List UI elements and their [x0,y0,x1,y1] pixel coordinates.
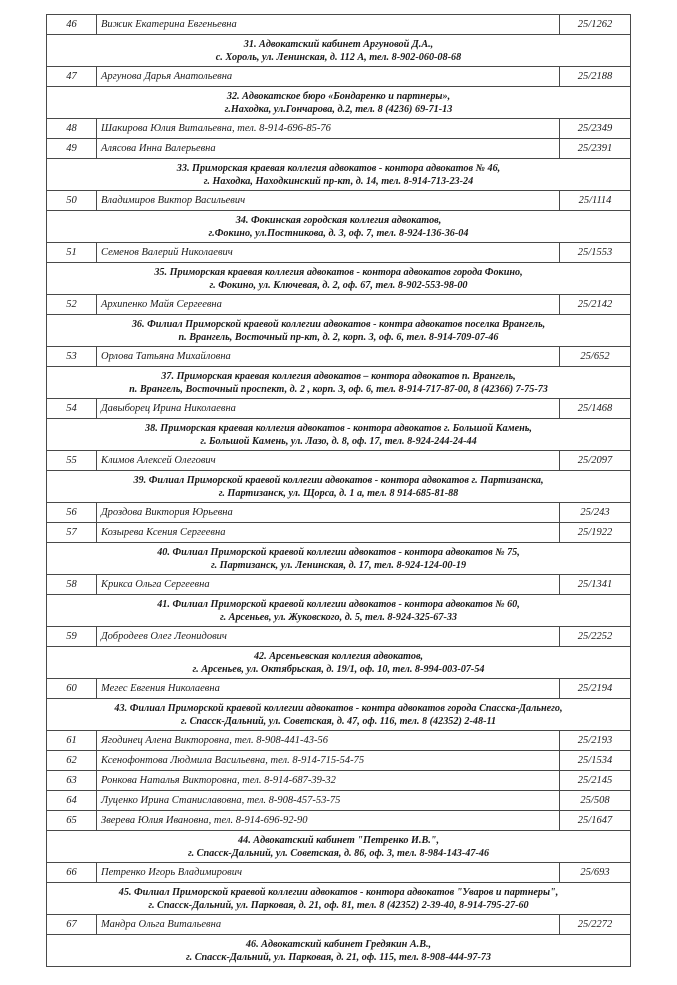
lawyer-row [47,575,631,595]
lawyer-row [47,771,631,791]
organization-title: 33. Приморская краевая коллегия адвокатов - контора адвокатов № 46, [176,162,501,174]
organization-title: 34. Фокинская городская коллегия адвокатов, [235,214,442,226]
organization-cell [47,35,631,67]
row-number: 65 [47,811,97,831]
registry-number: 25/1341 [560,575,631,595]
row-number: 50 [47,191,97,211]
row-number: 52 [47,295,97,315]
organization-address: г.Находка, ул.Гончарова, д.2, тел. 8 (4236) 69-71-13 [224,103,453,115]
registry-number: 25/1262 [560,15,631,35]
organization-title: 46. Адвокатский кабинет Гредякин А.В., [245,938,432,950]
registry-number: 25/2194 [560,679,631,699]
lawyer-name: Луценко Ирина Станиславовна, тел. 8-908-457-53-75 [97,791,560,811]
row-number: 64 [47,791,97,811]
lawyer-name: Крикса Ольга Сергеевна [97,575,560,595]
organization-cell [47,935,631,967]
organization-title: 36. Филиал Приморской краевой коллегии адвокатов - контра адвокатов поселка Врангель, [131,318,546,330]
organization-cell [47,543,631,575]
lawyer-name: Архипенко Майя Сергеевна [97,295,560,315]
lawyers-register-table [46,14,631,967]
row-number: 63 [47,771,97,791]
organization-title: 44. Адвокатский кабинет "Петренко И.В.", [238,834,439,846]
organization-cell [47,159,631,191]
organization-cell [47,419,631,451]
lawyer-name: Дроздова Виктория Юрьевна [97,503,560,523]
lawyer-name: Аргунова Дарья Анатольевна [97,67,560,87]
row-number: 54 [47,399,97,419]
organization-title: 39. Филиал Приморской краевой коллегии адвокатов - контора адвокатов г. Партизанска, [133,474,544,486]
register-table-body [47,15,631,967]
row-number: 62 [47,751,97,771]
lawyer-name: Вижик Екатерина Евгеньевна [97,15,560,35]
row-number: 47 [47,67,97,87]
lawyer-row [47,731,631,751]
lawyer-row [47,119,631,139]
organization-row [47,883,631,915]
row-number: 55 [47,451,97,471]
lawyer-name: Добродеев Олег Леонидович [97,627,560,647]
organization-address: г. Фокино, ул. Ключевая, д. 2, оф. 67, тел. 8-902-553-98-00 [209,279,468,291]
lawyer-name: Ксенофонтова Людмила Васильевна, тел. 8-914-715-54-75 [97,751,560,771]
organization-title: 40. Филиал Приморской краевой коллегии адвокатов - контора адвокатов № 75, [157,546,520,558]
registry-number: 25/1553 [560,243,631,263]
row-number: 66 [47,863,97,883]
organization-row [47,699,631,731]
row-number: 67 [47,915,97,935]
organization-title: 35. Приморская краевая коллегия адвокатов - контора адвокатов города Фокино, [154,266,523,278]
organization-address: п. Врангель, Восточный проспект, д. 2 , корп. 3, оф. 6, тел. 8-914-717-87-00, 8 (42366) 7-75-73 [129,383,548,395]
lawyer-name: Шакирова Юлия Витальевна, тел. 8-914-696-85-76 [97,119,560,139]
registry-number: 25/2097 [560,451,631,471]
registry-number: 25/2272 [560,915,631,935]
organization-title: 43. Филиал Приморской краевой коллегии адвокатов - контра адвокатов города Спасска-Дальнего, [114,702,563,714]
lawyer-row [47,451,631,471]
row-number: 60 [47,679,97,699]
organization-row [47,935,631,967]
lawyer-row [47,679,631,699]
lawyer-row [47,915,631,935]
organization-cell [47,699,631,731]
organization-title: 38. Приморская краевая коллегия адвокатов - контора адвокатов г. Большой Камень, [145,422,532,434]
organization-cell [47,315,631,347]
organization-cell [47,263,631,295]
lawyer-row [47,191,631,211]
lawyer-row [47,67,631,87]
organization-address: г. Арсеньев, ул. Октябрьская, д. 19/1, оф. 10, тел. 8-994-003-07-54 [192,663,485,675]
lawyer-row [47,15,631,35]
organization-row [47,647,631,679]
lawyer-row [47,347,631,367]
lawyer-row [47,243,631,263]
organization-row [47,159,631,191]
organization-row [47,595,631,627]
registry-number: 25/1468 [560,399,631,419]
row-number: 56 [47,503,97,523]
row-number: 49 [47,139,97,159]
row-number: 58 [47,575,97,595]
registry-number: 25/2193 [560,731,631,751]
row-number: 46 [47,15,97,35]
organization-cell [47,831,631,863]
lawyer-row [47,751,631,771]
lawyer-name: Орлова Татьяна Михайловна [97,347,560,367]
lawyer-name: Давыборец Ирина Николаевна [97,399,560,419]
registry-number: 25/2142 [560,295,631,315]
lawyer-row [47,627,631,647]
organization-row [47,471,631,503]
organization-address: п. Врангель, Восточный пр-кт, д. 2, корп. 3, оф. 6, тел. 8-914-709-07-46 [178,331,499,343]
registry-number: 25/2349 [560,119,631,139]
organization-cell [47,883,631,915]
organization-row [47,419,631,451]
lawyer-name: Ронкова Наталья Викторовна, тел. 8-914-687-39-32 [97,771,560,791]
lawyer-name: Мандра Ольга Витальевна [97,915,560,935]
row-number: 51 [47,243,97,263]
organization-cell [47,87,631,119]
registry-number: 25/652 [560,347,631,367]
organization-cell [47,211,631,243]
lawyer-name: Петренко Игорь Владимирович [97,863,560,883]
organization-address: г. Спасск-Дальний, ул. Советская, д. 47, оф. 116, тел. 8 (42352) 2-48-11 [180,715,497,727]
organization-row [47,263,631,295]
registry-number: 25/2391 [560,139,631,159]
organization-address: г. Партизанск, ул. Щорса, д. 1 а, тел. 8 914-685-81-88 [218,487,459,499]
lawyer-name: Владимиров Виктор Васильевич [97,191,560,211]
row-number: 57 [47,523,97,543]
organization-row [47,367,631,399]
organization-title: 32. Адвокатское бюро «Бондаренко и партнеры», [226,90,451,102]
lawyer-row [47,139,631,159]
organization-cell [47,647,631,679]
lawyer-name: Семенов Валерий Николаевич [97,243,560,263]
registry-number: 25/2145 [560,771,631,791]
registry-number: 25/693 [560,863,631,883]
organization-row [47,87,631,119]
organization-title: 45. Филиал Приморской краевой коллегии адвокатов - контора адвокатов "Уваров и партнеры", [118,886,559,898]
organization-cell [47,595,631,627]
lawyer-row [47,811,631,831]
row-number: 48 [47,119,97,139]
organization-row [47,543,631,575]
organization-address: г. Находка, Находкинский пр-кт, д. 14, тел. 8-914-713-23-24 [203,175,474,187]
lawyer-name: Алясова Инна Валерьевна [97,139,560,159]
row-number: 53 [47,347,97,367]
lawyer-row [47,863,631,883]
organization-cell [47,367,631,399]
organization-title: 31. Адвокатский кабинет Аргуновой Д.А., [243,38,434,50]
lawyer-row [47,295,631,315]
lawyer-row [47,503,631,523]
registry-number: 25/1647 [560,811,631,831]
organization-address: г. Спасск-Дальний, ул. Парковая, д. 21, оф. 115, тел. 8-908-444-97-73 [185,951,492,963]
lawyer-name: Козырева Ксения Сергеевна [97,523,560,543]
row-number: 61 [47,731,97,751]
registry-number: 25/243 [560,503,631,523]
organization-title: 42. Арсеньевская коллегия адвокатов, [253,650,424,662]
organization-row [47,315,631,347]
registry-number: 25/1922 [560,523,631,543]
lawyer-name: Ягодинец Алена Викторовна, тел. 8-908-441-43-56 [97,731,560,751]
organization-address: г. Большой Камень, ул. Лазо, д. 8, оф. 17, тел. 8-924-244-24-44 [200,435,477,447]
registry-number: 25/1114 [560,191,631,211]
organization-cell [47,471,631,503]
lawyer-row [47,523,631,543]
organization-title: 37. Приморская краевая коллегия адвокатов – контора адвокатов п. Врангель, [161,370,516,382]
registry-number: 25/2188 [560,67,631,87]
lawyer-row [47,791,631,811]
lawyer-name: Зверева Юлия Ивановна, тел. 8-914-696-92-90 [97,811,560,831]
row-number: 59 [47,627,97,647]
lawyer-name: Мегес Евгения Николаевна [97,679,560,699]
organization-address: г.Фокино, ул.Постникова, д. 3, оф. 7, тел. 8-924-136-36-04 [208,227,469,239]
organization-address: г. Спасск-Дальний, ул. Советская, д. 86, оф. 3, тел. 8-984-143-47-46 [187,847,490,859]
organization-row [47,831,631,863]
registry-number: 25/2252 [560,627,631,647]
lawyer-name: Климов Алексей Олегович [97,451,560,471]
organization-address: г. Спасск-Дальний, ул. Парковая, д. 21, оф. 81, тел. 8 (42352) 2-39-40, 8-914-795-27-60 [148,899,529,911]
organization-address: г. Партизанск, ул. Ленинская, д. 17, тел. 8-924-124-00-19 [210,559,467,571]
registry-number: 25/1534 [560,751,631,771]
organization-address: г. Арсеньев, ул. Жуковского, д. 5, тел. 8-924-325-67-33 [219,611,458,623]
registry-number: 25/508 [560,791,631,811]
lawyer-row [47,399,631,419]
organization-row [47,35,631,67]
organization-row [47,211,631,243]
organization-address: с. Хороль, ул. Ленинская, д. 112 А, тел. 8-902-060-08-68 [215,51,462,63]
organization-title: 41. Филиал Приморской краевой коллегии адвокатов - контора адвокатов № 60, [157,598,520,610]
